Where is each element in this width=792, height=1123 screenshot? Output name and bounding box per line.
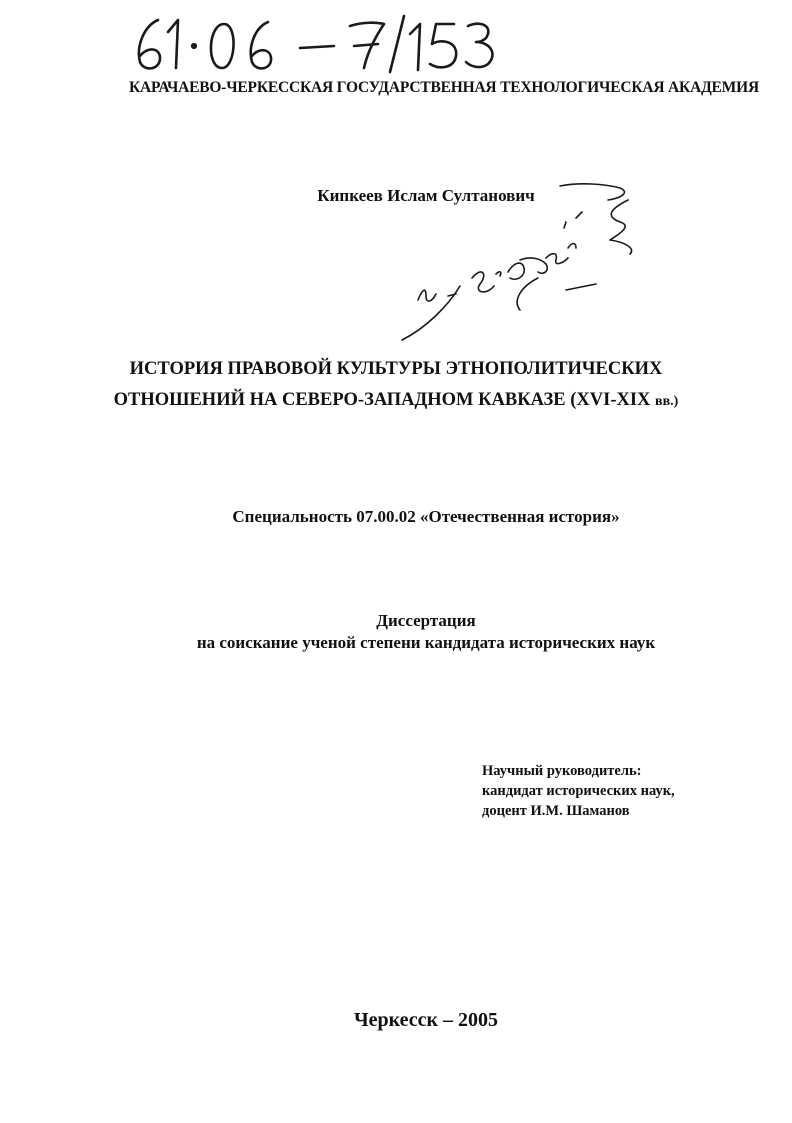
title-line-2 xyxy=(0,385,792,417)
dissertation-purpose: на соискание ученой степени кандидата исторических наук xyxy=(196,633,656,652)
dissertation-type: Диссертация xyxy=(376,611,476,630)
dissertation-block xyxy=(0,610,792,654)
supervisor-block xyxy=(482,761,675,821)
author-name-text: Кипкеев Ислам Султанович xyxy=(317,186,535,205)
specialty-line xyxy=(0,507,792,527)
city-year-text: Черкесск – 2005 xyxy=(353,1009,499,1031)
title-line-2-century-suffix: вв.) xyxy=(655,394,679,409)
specialty-text: Специальность 07.00.02 «Отечественная история» xyxy=(232,507,620,526)
supervisor-label: Научный руководитель: xyxy=(482,763,642,779)
title-line-2-main: ОТНОШЕНИЙ НА СЕВЕРО-ЗАПАДНОМ КАВКАЗЕ (XVI-XIX xyxy=(113,390,656,410)
supervisor-name: доцент И.М. Шаманов xyxy=(482,803,630,819)
supervisor-degree: кандидат исторических наук, xyxy=(482,783,675,799)
institution-name xyxy=(0,79,792,97)
institution-text: КАРАЧАЕВО-ЧЕРКЕССКАЯ ГОСУДАРСТВЕННАЯ ТЕХНОЛОГИЧЕСКАЯ АКАДЕМИЯ xyxy=(129,79,759,96)
city-year xyxy=(0,1009,792,1032)
dissertation-title xyxy=(0,354,792,417)
handwritten-catalog-code xyxy=(128,6,508,76)
title-line-1: ИСТОРИЯ ПРАВОВОЙ КУЛЬТУРЫ ЭТНОПОЛИТИЧЕСКИХ xyxy=(129,359,663,379)
signature-icon xyxy=(390,178,650,348)
